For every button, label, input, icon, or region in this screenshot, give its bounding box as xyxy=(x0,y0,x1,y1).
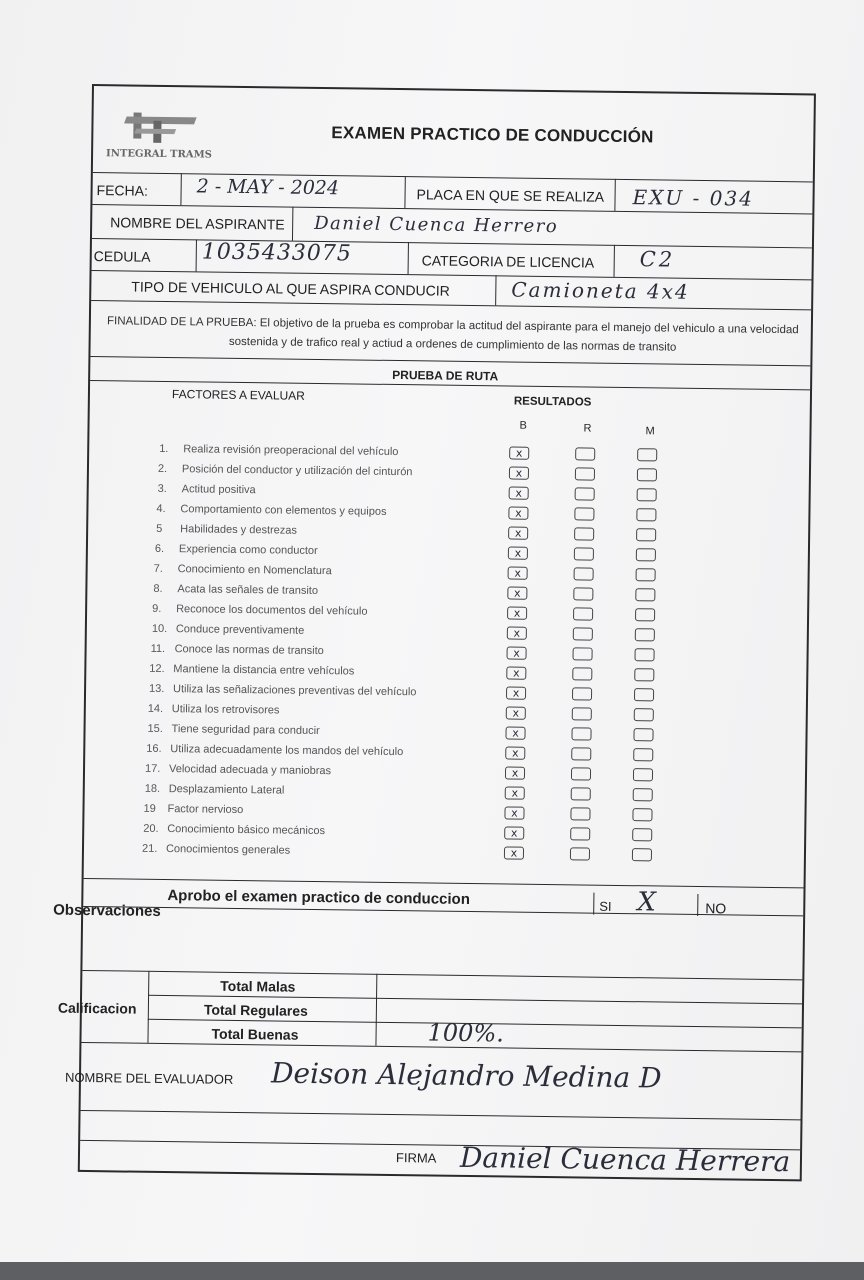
factor-number: 10. xyxy=(151,622,168,636)
categoria-value: C2 xyxy=(639,247,676,272)
checkbox-r[interactable] xyxy=(570,847,590,860)
purpose-body: El objetivo de la prueba es comprobar la actitud del aspirante para el manejo del vehiculo a una velocidad sostenida y de trafico real y actiud a ordenes de cumplimiento de las normas de transito xyxy=(228,317,799,354)
factor-label: Conocimiento básico mecánicos xyxy=(167,823,326,838)
factor-label: Conocimientos generales xyxy=(165,843,291,857)
factor-number: 6. xyxy=(154,542,165,555)
factor-number: 1. xyxy=(159,442,169,456)
fecha-label: FECHA: xyxy=(96,182,149,199)
factor-label: Comportamiento con elementos y equipos xyxy=(180,503,387,518)
checkbox-m[interactable] xyxy=(634,688,654,701)
checkbox-m[interactable] xyxy=(636,568,656,581)
factor-number: 17. xyxy=(144,762,161,775)
nombre-aspirante-label: NOMBRE DEL ASPIRANTE xyxy=(110,214,285,233)
checkmark-b: x xyxy=(513,646,520,660)
total-regulares-label: Total Regulares xyxy=(203,1001,308,1019)
col-b-header: B xyxy=(519,419,527,432)
factor-number: 16. xyxy=(146,742,162,755)
checkbox-m[interactable] xyxy=(633,728,653,741)
tipo-vehiculo-value: Camioneta 4x4 xyxy=(511,277,690,304)
checkbox-r[interactable] xyxy=(572,647,592,660)
factor-number: 14. xyxy=(147,702,164,715)
si-label: SI xyxy=(599,898,612,914)
factor-number: 9. xyxy=(152,602,162,615)
total-buenas-label: Total Buenas xyxy=(211,1025,299,1043)
checkmark-b: x xyxy=(514,566,521,580)
factor-label: Reconoce los documentos del vehículo xyxy=(176,603,368,618)
factor-label: Factor nervioso xyxy=(167,803,244,817)
aprobo-label: Aprobo el examen practico de conduccion xyxy=(167,887,471,909)
factor-label: Utiliza las señalizaciones preventivas del vehículo xyxy=(173,683,417,699)
checkbox-m[interactable] xyxy=(632,808,652,821)
checkbox-r[interactable] xyxy=(574,567,594,580)
checkbox-r[interactable] xyxy=(570,807,590,820)
checkbox-m[interactable] xyxy=(637,448,657,461)
checkbox-r[interactable] xyxy=(575,487,595,500)
checkbox-r[interactable] xyxy=(573,627,593,640)
checkmark-b: x xyxy=(515,506,522,520)
calificacion-label: Calificacion xyxy=(57,999,137,1017)
checkbox-m[interactable] xyxy=(635,628,655,641)
factor-number: 19 xyxy=(143,802,156,815)
factor-label: Mantiene la distancia entre vehículos xyxy=(173,663,355,678)
checkmark-b: x xyxy=(513,606,521,620)
evaluador-value: Deison Alejandro Medina D xyxy=(270,1056,662,1095)
factor-label: Actitud positiva xyxy=(181,483,256,497)
checkmark-b: x xyxy=(511,786,519,800)
checkmark-b: x xyxy=(511,806,518,820)
factor-label: Utiliza adecuadamente los mandos del vehículo xyxy=(170,743,404,759)
checkbox-r[interactable] xyxy=(571,727,591,740)
checkmark-b: x xyxy=(510,826,518,840)
total-malas-label: Total Malas xyxy=(220,977,296,995)
checkmark-b: x xyxy=(514,586,521,600)
checkbox-r[interactable] xyxy=(570,827,590,840)
checkbox-m[interactable] xyxy=(637,468,657,481)
checkbox-r[interactable] xyxy=(573,587,593,600)
checkmark-b: x xyxy=(512,706,520,720)
factor-label: Tiene seguridad para conducir xyxy=(171,723,320,738)
checkmark-b: x xyxy=(513,626,521,640)
factor-number: 3. xyxy=(157,482,167,496)
results-header: RESULTADOS xyxy=(513,395,592,409)
checkbox-m[interactable] xyxy=(637,488,657,501)
firma-value: Daniel Cuenca Herrera xyxy=(459,1140,791,1179)
factor-number: 20. xyxy=(143,822,159,835)
section-title: PRUEBA DE RUTA xyxy=(392,367,499,384)
checkbox-m[interactable] xyxy=(633,788,653,801)
checkbox-m[interactable] xyxy=(636,548,656,561)
checkbox-m[interactable] xyxy=(633,748,653,761)
factor-number: 21. xyxy=(141,842,158,855)
factor-label: Utiliza los retrovisores xyxy=(171,703,280,717)
checkbox-r[interactable] xyxy=(572,667,592,680)
checkmark-b: x xyxy=(511,746,519,760)
nombre-aspirante-value: Daniel Cuenca Herrero xyxy=(314,212,559,238)
total-buenas-value: 100%. xyxy=(427,1018,505,1048)
factor-label: Conoce las normas de transito xyxy=(174,643,324,658)
checkbox-r[interactable] xyxy=(571,767,591,780)
checkmark-b: x xyxy=(512,666,520,680)
factor-number: 4. xyxy=(156,502,166,515)
checkbox-m[interactable] xyxy=(634,668,654,681)
factors-header: FACTORES A EVALUAR xyxy=(171,387,305,403)
checkbox-m[interactable] xyxy=(633,768,653,781)
si-mark[interactable]: X xyxy=(637,887,657,918)
checkbox-m[interactable] xyxy=(634,708,654,721)
checkmark-b: x xyxy=(514,526,522,540)
checkmark-b: x xyxy=(512,686,520,700)
checkbox-r[interactable] xyxy=(573,607,593,620)
checkbox-r[interactable] xyxy=(571,747,591,760)
factor-number: 11. xyxy=(150,642,166,656)
checkmark-b: x xyxy=(512,726,519,740)
checkbox-r[interactable] xyxy=(571,787,591,800)
checkbox-m[interactable] xyxy=(634,648,654,661)
firma-label: FIRMA xyxy=(395,1150,437,1166)
placa-label: PLACA EN QUE SE REALIZA xyxy=(416,186,605,205)
placa-value: EXU - 034 xyxy=(632,185,755,211)
checkbox-r[interactable] xyxy=(574,547,594,560)
checkmark-b: x xyxy=(514,546,522,560)
col-m-header: M xyxy=(645,425,655,438)
factor-number: 7. xyxy=(153,562,163,575)
checkbox-m[interactable] xyxy=(635,608,655,621)
checkmark-b: x xyxy=(515,486,523,500)
factor-number: 8. xyxy=(153,582,163,595)
checkmark-b: x xyxy=(515,446,523,460)
factor-label: Posición del conductor y utilización del cinturón xyxy=(181,463,413,479)
factor-number: 18. xyxy=(144,782,161,795)
cedula-label: CEDULA xyxy=(93,248,151,265)
factor-label: Conduce preventivamente xyxy=(175,623,305,637)
categoria-label: CATEGORIA DE LICENCIA xyxy=(421,252,595,271)
factor-number: 12. xyxy=(149,662,165,676)
evaluador-label: NOMBRE DEL EVALUADOR xyxy=(64,1069,234,1087)
purpose-text xyxy=(103,312,803,359)
exam-form xyxy=(53,84,816,1181)
factor-label: Desplazamiento Lateral xyxy=(168,783,285,797)
factor-label: Velocidad adecuada y maniobras xyxy=(168,763,332,778)
checkbox-m[interactable] xyxy=(636,528,656,541)
integral-trams-logo xyxy=(103,108,214,163)
checkmark-b: x xyxy=(515,466,523,480)
factor-label: Realiza revisión preoperacional del vehículo xyxy=(183,443,399,459)
factor-label: Acata las señales de transito xyxy=(177,583,319,598)
checkbox-r[interactable] xyxy=(574,527,594,540)
checkbox-m[interactable] xyxy=(632,828,652,841)
observaciones-label: Observaciones xyxy=(53,901,161,920)
factor-label: Habilidades y destrezas xyxy=(180,523,298,537)
checkmark-b: x xyxy=(511,766,519,780)
fecha-value: 2 - MAY - 2024 xyxy=(196,175,340,200)
checkbox-r[interactable] xyxy=(572,687,592,700)
factor-number: 5 xyxy=(156,522,163,535)
tipo-vehiculo-label: TIPO DE VEHICULO AL QUE ASPIRA CONDUCIR xyxy=(131,278,450,299)
col-r-header: R xyxy=(583,422,592,435)
checkbox-m[interactable] xyxy=(632,848,652,861)
factor-label: Experiencia como conductor xyxy=(178,543,318,557)
purpose-label: FINALIDAD DE LA PRUEBA: xyxy=(106,315,257,330)
factor-number: 13. xyxy=(149,682,165,695)
factor-number: 15. xyxy=(147,722,163,735)
checkbox-m[interactable] xyxy=(635,588,655,601)
logo-text: INTEGRAL TRAMS xyxy=(106,148,212,161)
factor-label: Conocimiento en Nomenclatura xyxy=(177,563,332,578)
checkbox-r[interactable] xyxy=(572,707,592,720)
checkbox-m[interactable] xyxy=(636,508,656,521)
checkbox-r[interactable] xyxy=(575,447,595,460)
checkbox-r[interactable] xyxy=(575,467,595,480)
form-title: EXAMEN PRACTICO DE CONDUCCIÓN xyxy=(331,123,654,147)
checkmark-b: x xyxy=(510,846,518,860)
background-edge xyxy=(0,1262,864,1280)
no-label: NO xyxy=(705,900,727,917)
cedula-value: 1035433075 xyxy=(201,239,352,267)
checkbox-r[interactable] xyxy=(574,507,594,520)
factor-number: 2. xyxy=(157,462,168,476)
